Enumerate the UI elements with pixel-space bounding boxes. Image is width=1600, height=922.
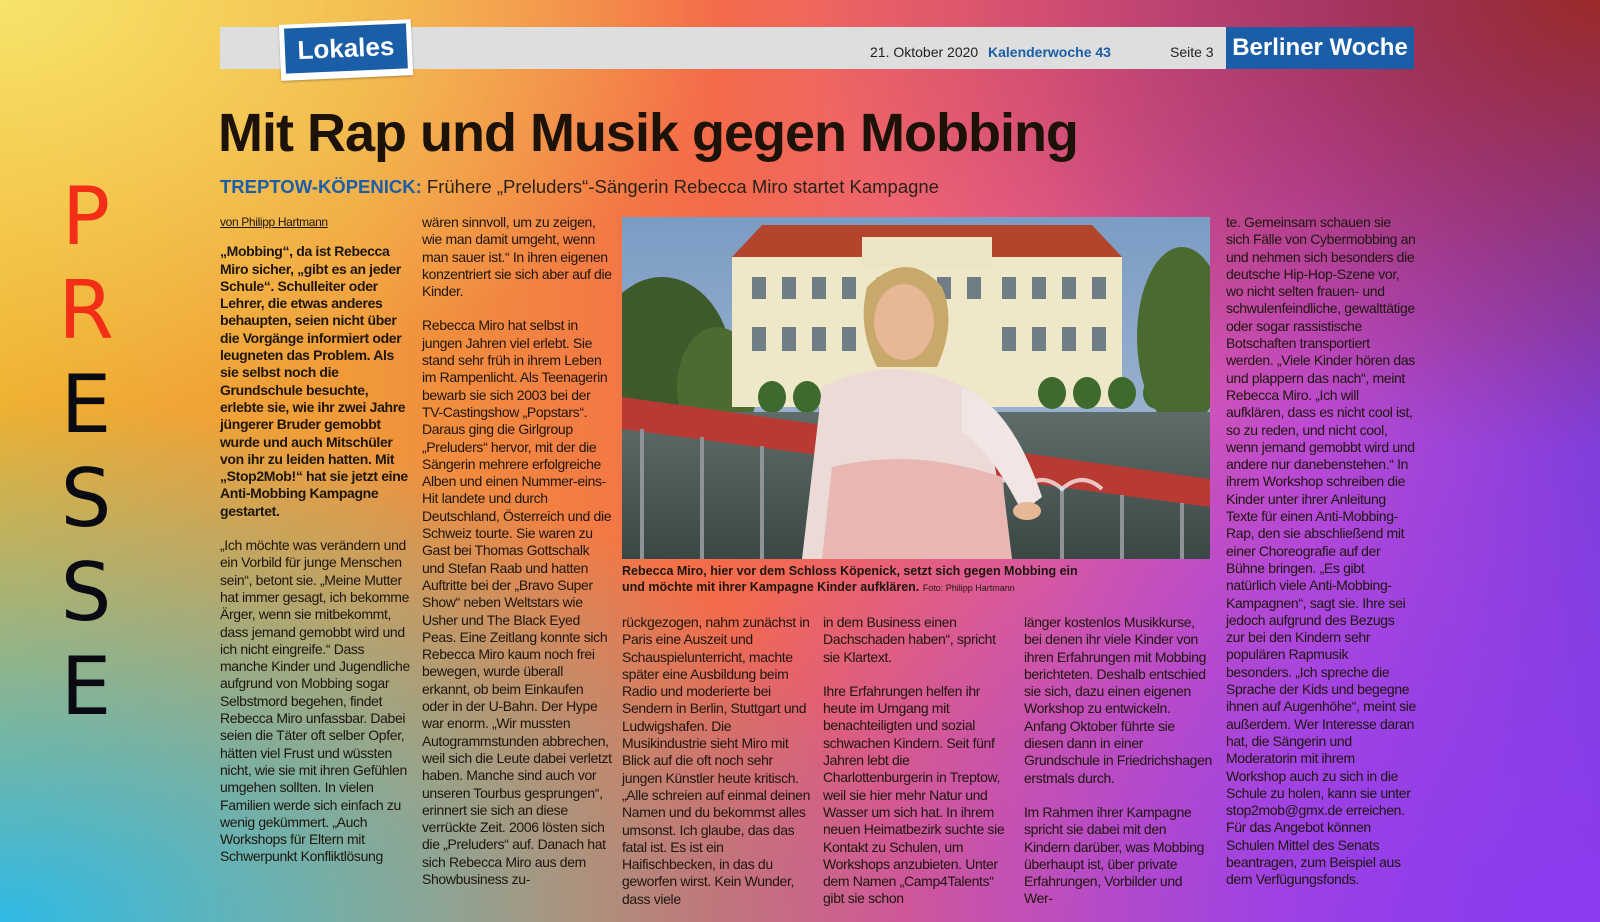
paragraph: länger kostenlos Musikkurse, bei denen ihr viele Kinder von ihren Erfahrungen mit Mobbing berichteten. Deshalb entschied sie sich, dazu einen eigenen Workshop zu entwickeln. Anfang Oktober führte sie diesen dann in einer Grundschule in Friedrichshagen erstmals durch.	[1024, 614, 1212, 786]
article-subheadline	[220, 176, 939, 198]
photo-illustration	[622, 217, 1210, 559]
photo-credit: Foto: Philipp Hartmann	[922, 583, 1015, 593]
page-number: Seite 3	[1170, 44, 1214, 60]
presse-vertical-label	[56, 170, 116, 734]
presse-letter-e2: E	[60, 640, 112, 733]
paragraph: Rebecca Miro hat selbst in jungen Jahren viel erlebt. Sie stand sehr früh in ihrem Leben im Rampenlicht. Als Teenagerin bewarb sie sich 2003 bei der TV-Castingshow „Popstars“. Daraus ging die Girlgroup „Preluders“ hervor, mit der die Sängerin mehrere erfolgreiche Alben und einen Nummer-eins-Hit landete und durch Deutschland, Österreich und die Schweiz tourte. Sie waren zu Gast bei Thomas Gottschalk und Stefan Raab und hatten Auftritte bei der „Bravo Super Show“ neben Weltstars wie Usher und The Black Eyed Peas. Eine Zeitlang konnte sich Rebecca Miro kaum noch frei bewegen, wurde überall erkannt, ob beim Einkaufen oder in der U-Bahn. Der Hype war enorm. „Wir mussten Autogrammstunden abbrechen, weil sich die Leute dabei verletzt haben. Manche sind auch vor unseren Tourbus gesprungen“, erinnert sie sich an diese verrückte Zeit. 2006 lösten sich die „Preluders“ auf. Danach hat sich Rebecca Miro aus dem Showbusiness zu-	[422, 317, 612, 887]
paragraph: te. Gemeinsam schauen sie sich Fälle von Cybermobbing an und nehmen sich besonders die deutsche Hip-Hop-Szene vor, wo nicht selten frauen- und schwulenfeindliche, gewalttätige oder sogar rassistische Botschaften transportiert werden. „Viele Kinder hören das und plappern das nach“, meint Rebecca Miro. „Ich will aufklären, dass es nicht cool ist, so zu reden, und nicht cool, wenn jemand gemobbt wird und andere nur danebenstehen.“ In ihrem Workshop schreiben die Kinder unter ihrer Anleitung Texte für einen Anti-Mobbing-Rap, den sie abschließend mit einer Choreografie auf der Bühne bringen. „Es gibt natürlich viele Anti-Mobbing-Kampagnen“, sagt sie. Ihre sei jedoch aufgrund des Bezugs zur bei den Kindern sehr populären Rapmusik besonders. „Ich spreche die Sprache der Kids und begegne ihnen auf Augenhöhe“, meint sie außerdem. Wer Interesse daran hat, die Sängerin und Moderatorin mit ihrem Workshop auch zu sich in die Schule zu holen, kann sie unter stop2mob@gmx.de erreichen. Für das Angebot können Schulen Mittel des Senats beantragen, zum Beispiel aus dem Verfügungsfonds.	[1226, 214, 1416, 888]
article-headline: Mit Rap und Musik gegen Mobbing	[218, 103, 1078, 163]
subheadline-text: Frühere „Preluders“-Sängerin Rebecca Miro startet Kampagne	[426, 176, 939, 197]
section-tag-label: Lokales	[284, 23, 408, 73]
paragraph: wären sinnvoll, um zu zeigen, wie man damit umgeht, wenn man sauer ist.“ In ihren eigenen konzentriert sie sich aber auf die Kinder.	[422, 214, 612, 300]
paragraph: rückgezogen, nahm zunächst in Paris eine Auszeit und Schauspielunterricht, machte später eine Ausbildung beim Radio und moderierte bei Sendern in Berlin, Stuttgart und Ludwigshafen. Die Musikindustrie sieht Miro mit Blick auf die oft noch sehr jungen Künstler heute kritisch. „Alle schreien auf einmal deinen Namen und du bekommst alles umsonst. Ich glaube, das das fatal ist. Es ist ein Haifischbecken, in das du geworfen wirst. Kein Wunder, dass viele	[622, 614, 811, 907]
presse-letter-s1: S	[60, 452, 112, 545]
article-column-1	[220, 214, 410, 866]
presse-letter-e: E	[60, 358, 112, 451]
paragraph: in dem Business einen Dachschaden haben“, spricht sie Klartext.	[823, 614, 996, 665]
location-kicker: TREPTOW-KÖPENICK:	[220, 176, 422, 197]
calendar-week: Kalenderwoche 43	[988, 44, 1111, 60]
paragraph: „Ich möchte was verändern und ein Vorbild für junge Menschen sein“, betont sie. „Meine Mutter hat immer gesagt, ich bekomme Ärger, wenn sie mitbekommt, dass jemand gemobbt wird und ich nicht eingreife.“ Dass manche Kinder und Jugendliche aufgrund von Mobbing sogar Selbstmord begehen, findet Rebecca Miro unfassbar. Dabei seien die Täter oft selber Opfer, hätten viel Frust und wüssten nicht, wie sie mit ihren Gefühlen umgehen sollten. In vielen Familien werde sich einfach zu wenig gekümmert. „Auch Workshops für Eltern mit Schwerpunkt Konfliktlösung	[220, 537, 410, 865]
presse-letter-r: R	[58, 264, 114, 357]
issue-date: 21. Oktober 2020	[870, 44, 979, 60]
article-lead: „Mobbing“, da ist Rebecca Miro sicher, „gibt es an jeder Schule“. Schulleiter oder Lehrer, die etwas anderes behaupten, seien nicht über die Vorgänge informiert oder leugneten das Problem. Als sie selbst noch die Grundschule besuchte, erlebte sie, wie ihr zwei Jahre jüngerer Bruder gemobbt wurde und auch Mitschüler von ihr zu leiden hatten. Mit „Stop2Mob!“ hat sie jetzt eine Anti-Mobbing Kampagne gestartet.	[220, 243, 408, 519]
article-column-3	[622, 614, 812, 908]
newspaper-brand: Berliner Woche	[1226, 27, 1414, 69]
article-column-5	[1024, 614, 1214, 908]
article-column-4	[823, 614, 1013, 908]
article-column-2	[422, 214, 612, 888]
photo-caption	[622, 563, 1092, 596]
presse-letter-p: P	[61, 170, 111, 263]
presse-letter-s2: S	[60, 546, 112, 639]
article-column-6	[1226, 214, 1416, 889]
caption-text: Rebecca Miro, hier vor dem Schloss Köpenick, setzt sich gegen Mobbing ein und möchte mit ihrer Kampagne Kinder aufklären.	[622, 564, 1078, 594]
paragraph: Ihre Erfahrungen helfen ihr heute im Umgang mit benachteiligten und sozial schwachen Kindern. Seit fünf Jahren lebt die Charlottenburgerin in Treptow, weil sie hier mehr Natur und Wasser um sich hat. In ihrem neuen Heimatbezirk suchte sie Kontakt zu Schulen, um Workshops anzubieten. Unter dem Namen „Camp4Talents“ gibt sie schon	[823, 682, 1005, 907]
paragraph: Im Rahmen ihrer Kampagne spricht sie dabei mit den Kindern darüber, was Mobbing überhaupt ist, über private Erfahrungen, Vorbilder und Wer-	[1024, 803, 1205, 907]
article-photo	[622, 217, 1210, 559]
byline: von Philipp Hartmann	[220, 215, 328, 229]
section-tag	[279, 19, 413, 81]
